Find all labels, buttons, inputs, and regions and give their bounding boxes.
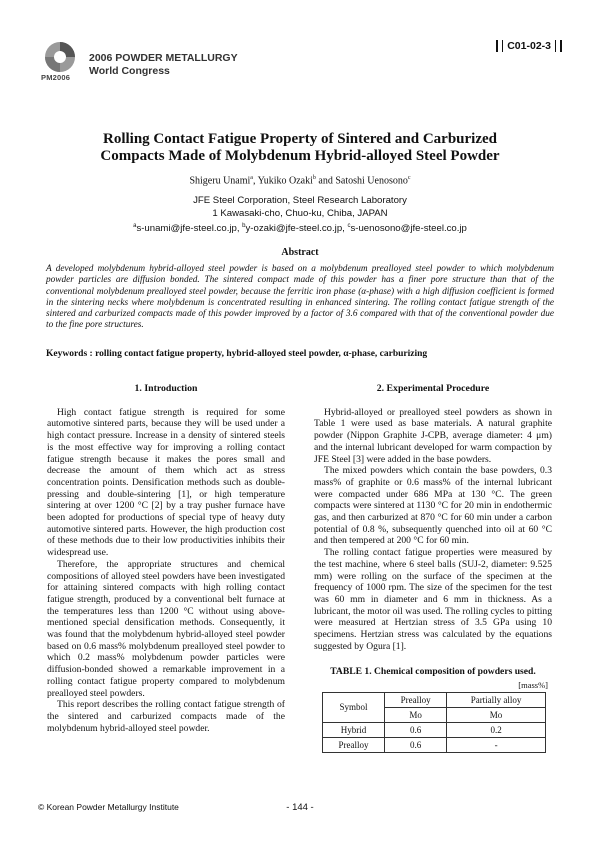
table-subheader-mo-1: Mo	[385, 707, 447, 722]
code-bar-left-thin	[502, 40, 503, 52]
table-header-prealloy: Prealloy	[385, 692, 447, 707]
affiliation	[40, 195, 560, 236]
logo-text: PM2006	[41, 73, 71, 82]
keywords: Keywords : rolling contact fatigue property, hybrid-alloyed steel powder, α-phase, carburizing	[46, 349, 428, 359]
abstract-text: A developed molybdenum hybrid-alloyed steel powder is based on a molybdenum prealloyed steel powder to which molybdenum powder particles are diffusion bonded. The sintered compact made of this powder has a finer pore structure than that of the conventional molybdenum prealloyed steel powder, because the ferritic iron phase (α-phase) with a high diffusion coefficient is formed in the sintering necks where molybdenum is concentrated resulting in enhanced sintering. The rolling contact fatigue strength of the sintered and carburized compacts made of this powder improved by a factor of 3.6 compared with that of the conventional powder due to the fine pore structures.	[46, 264, 554, 331]
abstract-heading: Abstract	[281, 247, 319, 258]
paper-title-line1: Rolling Contact Fatigue Property of Sintered and Carburized	[102, 131, 497, 147]
table-caption: TABLE 1. Chemical composition of powders used.	[330, 666, 536, 678]
paper-code	[496, 40, 562, 52]
section-heading-introduction: 1. Introduction	[134, 383, 198, 394]
intro-paragraph-2: Therefore, the appropriate structures and chemical compositions of alloyed steel powders have been investigated for attaining sintered compacts with high rolling contact fatigue strength, produced by a conventional belt furnace at the temperatures less than 1200 °C without using above-mentioned special densification methods. Consequently, it was found that the molybdenum hybrid-alloyed steel powder based on 0.6 mass% molybdenum prealloyed steel powder to which 0.2 mass% molybdenum powder particles were diffusion-bonded showed a remarkable improvement in a rolling contact fatigue property compared to molybdenum prealloyed steel powders.	[47, 558, 285, 699]
email-1[interactable]: s-unami@jfe-steel.co.jp,	[136, 223, 243, 235]
table-unit: [mass%]	[518, 680, 548, 691]
table-cell: 0.6	[385, 722, 447, 737]
table-subheader-mo-2: Mo	[447, 707, 546, 722]
email-1-mark: a	[133, 223, 137, 229]
paper-title-line2: Compacts Made of Molybdenum Hybrid-alloyed Steel Powder	[100, 148, 500, 164]
table-cell: 0.2	[447, 722, 546, 737]
affiliation-emails	[40, 220, 560, 236]
affiliation-address: 1 Kawasaki-cho, Chuo-ku, Chiba, JAPAN	[212, 207, 388, 219]
intro-paragraph-1: High contact fatigue strength is required for some automotive sintered parts, because they will be used under a high contact pressure. Increase in a density of sintered steels is the most effective way for improving a rolling contact fatigue strength because it makes the pores small and decrease the amount of them which act as stress concentration points. Densification methods such as double-pressing and double-sintering [1], or high temperature sintering at over 1200 °C [2] by a tray pusher furnace have been adopted for productions of special type of heavy duty automotive sintered parts. However, the high production cost of these methods due to their low productivities inhibits their widespread use.	[47, 406, 285, 559]
section-heading-experimental: 2. Experimental Procedure	[376, 383, 490, 394]
table-cell: 0.6	[385, 737, 447, 752]
paper-code-text: C01-02-3	[507, 40, 551, 52]
code-bar-right	[560, 40, 562, 52]
table-cell-symbol: Hybrid	[323, 722, 385, 737]
table-header-partially-alloy: Partially alloy	[447, 692, 546, 707]
intro-paragraph-3: This report describes the rolling contact fatigue strength of the sintered and carburized compacts made of the molybdenum hybrid-alloyed steel powder.	[47, 699, 285, 734]
exp-paragraph-3: The rolling contact fatigue properties were measured by the test machine, where 6 steel balls (SUJ-2, diameter: 9.525 mm) were rolling on the surface of the specimen at the frequency of 1000 rpm. The size of the specimen for the test was 60 mm in diameter and 6 mm in thickness. As a lubricant, the motor oil was used. The rolling cycles to pitting were measured at Hertzian stress of 3.5 GPa using 10 specimens. Hertzian stress was calculated by the equations suggested by Ogura [1].	[314, 547, 552, 652]
author-2: Yukiko Ozaki	[257, 175, 313, 187]
table-header-row	[323, 692, 546, 707]
conference-name-line2: World Congress	[89, 65, 170, 77]
column-left	[47, 383, 285, 734]
exp-paragraph-1: Hybrid-alloyed or prealloyed steel powders as shown in Table 1 were used as base materials. A natural graphite powder (Nippon Graphite J-CPB, average diameter: 4 μm) and the internal lubricant developed for warm compaction by JFE Steel [3] were added in the base powders.	[314, 406, 552, 465]
page-number: - 144 -	[286, 802, 314, 813]
email-2[interactable]: y-ozaki@jfe-steel.co.jp,	[245, 223, 348, 235]
conference-name-line1: 2006 POWDER METALLURGY	[89, 52, 238, 64]
email-2-mark: b	[242, 223, 246, 229]
code-bar-right-thin	[555, 40, 556, 52]
table-row	[323, 737, 546, 752]
author-3: Satoshi Uenosono	[335, 175, 408, 187]
author-1-mark: a	[250, 175, 253, 181]
exp-paragraph-2: The mixed powders which contain the base powders, 0.3 mass% of graphite or 0.6 mass% of the internal lubricant were compacted under 686 MPa at 130 °C. The green compacts were sintered at 1130 °C for 20 min in endothermic gas, and then carburized at 870 °C for 60 min under a carbon potential of 0.8 %, subsequently quenched into oil at 60 °C and then tempered at 200 °C for 60 min.	[314, 465, 552, 547]
author-3-mark: c	[407, 175, 411, 181]
paper-title	[40, 131, 560, 165]
column-right	[314, 383, 552, 753]
email-3[interactable]: s-uenosono@jfe-steel.co.jp	[350, 223, 467, 235]
authors	[40, 175, 560, 186]
composition-table	[322, 692, 546, 753]
table-cell-symbol: Prealloy	[323, 737, 385, 752]
author-1: Shigeru Unami	[189, 175, 251, 187]
table-row	[323, 722, 546, 737]
table-cell: -	[447, 737, 546, 752]
author-sep-1: ,	[252, 175, 258, 187]
affiliation-org: JFE Steel Corporation, Steel Research Laboratory	[193, 195, 407, 206]
footer-copyright: © Korean Powder Metallurgy Institute	[38, 802, 179, 812]
conference-name	[89, 52, 238, 78]
author-2-mark: b	[312, 175, 316, 181]
email-3-mark: c	[347, 223, 351, 229]
table-header-symbol: Symbol	[323, 692, 385, 722]
author-sep-2: and	[315, 175, 336, 187]
code-bar-left	[496, 40, 498, 52]
